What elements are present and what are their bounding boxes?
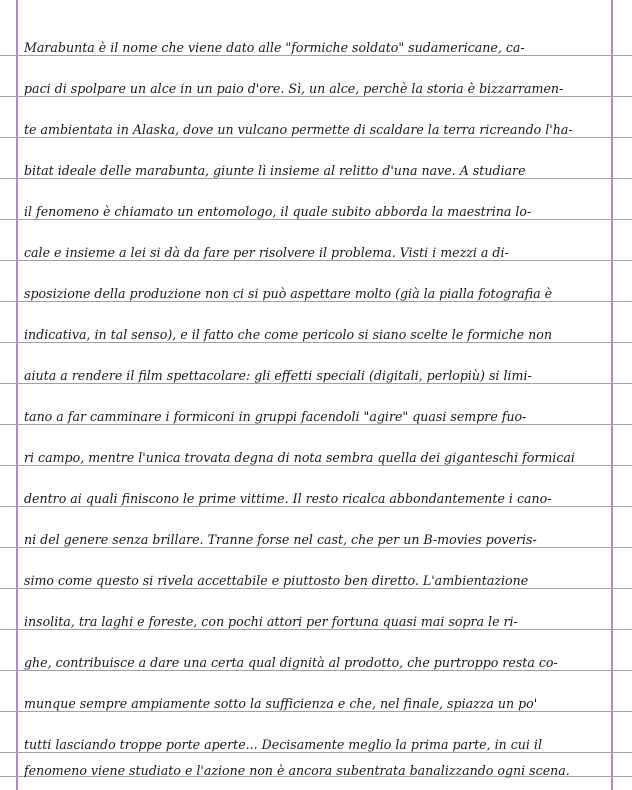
text-line-17: munque sempre ampiamente sotto la sufficienza e che, nel finale, spiazza un po' — [24, 696, 538, 711]
left-margin-line — [16, 0, 18, 790]
text-line-11: ri campo, mentre l'unica trovata degna di nota sembra quella dei giganteschi formicai — [24, 450, 575, 465]
text-line-15: insolita, tra laghi e foreste, con pochi attori per fortuna quasi mai sopra le ri- — [24, 614, 518, 629]
right-margin-line — [611, 0, 613, 790]
text-line-3: te ambientata in Alaska, dove un vulcano permette di scaldare la terra ricreando l'ha- — [24, 122, 573, 137]
text-line-6: cale e insieme a lei si dà da fare per risolvere il problema. Visti i mezzi a di- — [24, 245, 509, 260]
text-line-19: fenomeno viene studiato e l'azione non è ancora subentrata banalizzando ogni scena. — [24, 763, 570, 778]
text-line-14: simo come questo si rivela accettabile e piuttosto ben diretto. L'ambientazione — [24, 573, 529, 588]
text-line-2: paci di spolpare un alce in un paio d'ore. Sì, un alce, perchè la storia è bizzarramen- — [24, 81, 564, 96]
text-line-9: aiuta a rendere il film spettacolare: gli effetti speciali (digitali, perlopiù) si limi- — [24, 368, 532, 383]
text-line-5: il fenomeno è chiamato un entomologo, il quale subito abborda la maestrina lo- — [24, 204, 532, 219]
text-line-7: sposizione della produzione non ci si può aspettare molto (già la pialla fotografia è — [24, 286, 553, 301]
text-line-18: tutti lasciando troppe porte aperte... Decisamente meglio la prima parte, in cui il — [24, 737, 542, 752]
text-line-4: bitat ideale delle marabunta, giunte lì insieme al relitto d'una nave. A studiare — [24, 163, 526, 178]
text-line-13: ni del genere senza brillare. Tranne forse nel cast, che per un B-movies poveris- — [24, 532, 537, 547]
text-line-8: indicativa, in tal senso), e il fatto che come pericolo si siano scelte le formiche non — [24, 327, 552, 342]
text-line-10: tano a far camminare i formiconi in gruppi facendoli "agire" quasi sempre fuo- — [24, 409, 527, 424]
text-line-1: Marabunta è il nome che viene dato alle "formiche soldato" sudamericane, ca- — [24, 40, 525, 55]
text-line-16: ghe, contribuisce a dare una certa qual dignità al prodotto, che purtroppo resta co- — [24, 655, 558, 670]
text-line-12: dentro ai quali finiscono le prime vittime. Il resto ricalca abbondantemente i cano- — [24, 491, 552, 506]
